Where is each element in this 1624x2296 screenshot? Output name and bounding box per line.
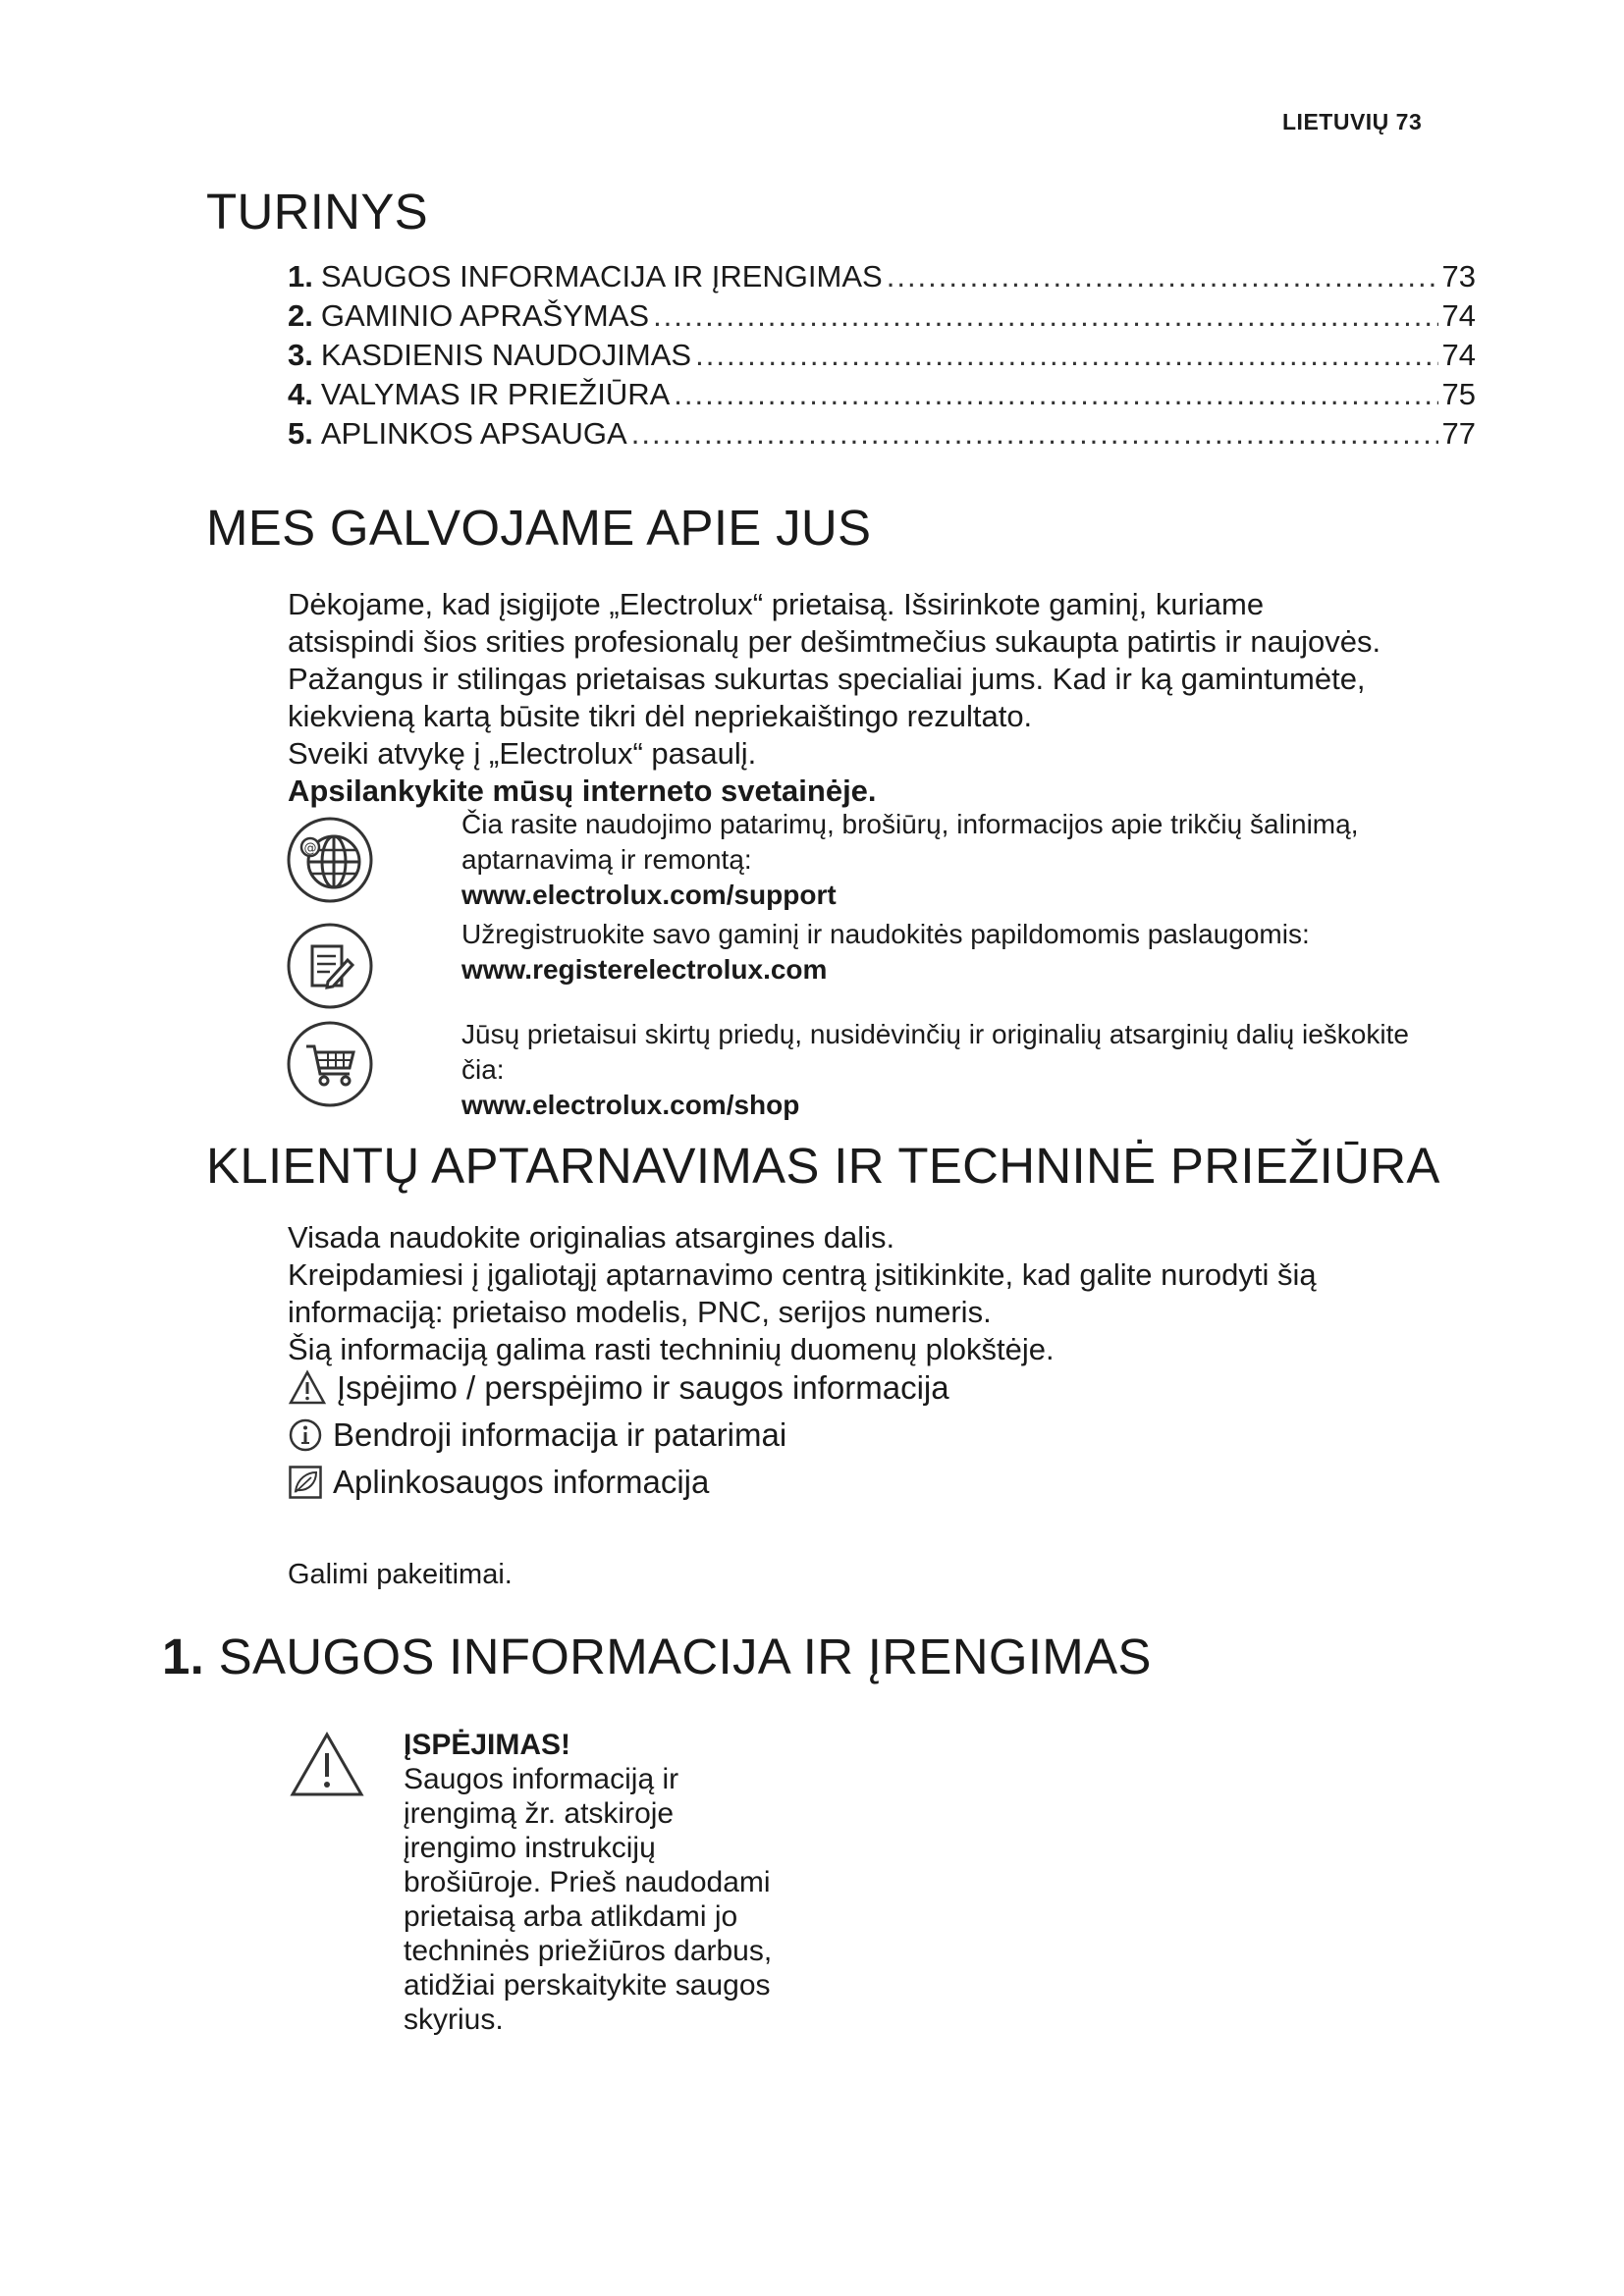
toc-item-label: APLINKOS APSAUGA bbox=[320, 416, 627, 451]
about-line: kiekvieną kartą būsite tikri dėl nepriekaištingo rezultato. bbox=[288, 699, 1033, 733]
info-icon bbox=[288, 1417, 323, 1453]
warning-line: įrengimo instrukcijų bbox=[404, 1832, 656, 1864]
about-line: Sveiki atvykę į „Electrolux“ pasaulį. bbox=[288, 736, 757, 771]
warning-line: prietaisą arba atlikdami jo bbox=[404, 1900, 738, 1933]
register-url-link[interactable]: www.registerelectrolux.com bbox=[461, 954, 828, 985]
warning-line: Saugos informaciją ir bbox=[404, 1763, 679, 1795]
warning-icon bbox=[288, 1369, 327, 1407]
toc-leader-dots bbox=[695, 336, 1437, 375]
toc-item[interactable] bbox=[288, 336, 1476, 375]
visit-website-text: Apsilankykite mūsų interneto svetainėje. bbox=[288, 774, 877, 808]
shop-description: Jūsų prietaisui skirtų priedų, nusidėvinčių ir originalių atsarginių dalių ieškokite bbox=[461, 1019, 1409, 1049]
toc-item-number: 4. bbox=[288, 377, 313, 411]
warning-line: įrengimą žr. atskiroje bbox=[404, 1797, 675, 1830]
register-description: Užregistruokite savo gaminį ir naudokitės papildomomis paslaugomis: bbox=[461, 919, 1310, 949]
toc-leader-dots bbox=[674, 375, 1437, 414]
svg-text:@: @ bbox=[303, 841, 317, 856]
legend-warning-label: Įspėjimo / perspėjimo ir saugos informacija bbox=[337, 1369, 949, 1406]
toc-item[interactable] bbox=[288, 257, 1476, 296]
changes-text: Galimi pakeitimai. bbox=[288, 1559, 513, 1590]
legend-info-label: Bendroji informacija ir patarimai bbox=[333, 1416, 787, 1453]
toc-item-number: 1. bbox=[288, 259, 313, 294]
legend-environment-label: Aplinkosaugos informacija bbox=[333, 1464, 710, 1500]
toc-leader-dots bbox=[631, 414, 1438, 454]
toc-item-label: GAMINIO APRAŠYMAS bbox=[320, 298, 650, 333]
safety-title bbox=[162, 1628, 1152, 1685]
service-line: Šią informaciją galima rasti techninių duomenų plokštėje. bbox=[288, 1332, 1055, 1366]
shopping-cart-icon bbox=[285, 1019, 375, 1109]
warning-line: skyrius. bbox=[404, 2003, 504, 2036]
support-description-cont: aptarnavimą ir remontą: bbox=[461, 844, 752, 875]
toc-item-label: VALYMAS IR PRIEŽIŪRA bbox=[320, 377, 671, 411]
warning-title: ĮSPĖJIMAS! bbox=[404, 1729, 571, 1761]
toc-leader-dots bbox=[653, 296, 1437, 336]
changes-note bbox=[288, 1556, 513, 1593]
register-icon bbox=[285, 921, 375, 1011]
about-paragraph bbox=[288, 586, 1495, 810]
toc-item-number: 2. bbox=[288, 298, 313, 333]
safety-title-text: SAUGOS INFORMACIJA IR ĮRENGIMAS bbox=[218, 1629, 1152, 1684]
service-paragraph bbox=[288, 1219, 1495, 1368]
toc-item-number: 3. bbox=[288, 338, 313, 372]
service-title: KLIENTŲ APTARNAVIMAS IR TECHNINĖ PRIEŽIŪRA bbox=[206, 1138, 1440, 1194]
toc-title: TURINYS bbox=[206, 184, 428, 240]
support-url-link[interactable]: www.electrolux.com/support bbox=[461, 880, 837, 910]
about-title: MES GALVOJAME APIE JUS bbox=[206, 500, 872, 556]
about-line: atsispindi šios srities profesionalų per dešimtmečius sukaupta patirtis ir naujovės. bbox=[288, 624, 1381, 659]
safety-warning-text bbox=[404, 1728, 816, 2037]
support-link-block bbox=[461, 807, 1483, 913]
globe-icon bbox=[285, 815, 375, 905]
shop-url-link[interactable]: www.electrolux.com/shop bbox=[461, 1090, 800, 1120]
legend-environment bbox=[288, 1464, 709, 1501]
service-line: Kreipdamiesi į įgaliotąjį aptarnavimo centrą įsitikinkite, kad galite nurodyti šią bbox=[288, 1257, 1317, 1292]
about-line: Pažangus ir stilingas prietaisas sukurtas specialiai jums. Kad ir ką gamintumėte, bbox=[288, 662, 1366, 696]
register-link-block bbox=[461, 917, 1483, 988]
toc-item[interactable] bbox=[288, 414, 1476, 454]
warning-line: brošiūroje. Prieš naudodami bbox=[404, 1866, 771, 1898]
toc-item-page: 73 bbox=[1441, 259, 1476, 294]
environment-icon bbox=[288, 1465, 323, 1500]
toc-item[interactable] bbox=[288, 296, 1476, 336]
service-line: informaciją: prietaiso modelis, PNC, serijos numeris. bbox=[288, 1295, 992, 1329]
safety-warning-icon bbox=[288, 1730, 366, 1805]
page-header: LIETUVIŲ 73 bbox=[1282, 109, 1423, 134]
shop-description-cont: čia: bbox=[461, 1054, 505, 1085]
toc-item[interactable] bbox=[288, 375, 1476, 414]
safety-title-number: 1. bbox=[162, 1629, 205, 1684]
toc-item-page: 77 bbox=[1441, 416, 1476, 451]
legend-info bbox=[288, 1416, 786, 1454]
shop-link-block bbox=[461, 1017, 1483, 1123]
toc-item-label: SAUGOS INFORMACIJA IR ĮRENGIMAS bbox=[320, 259, 883, 294]
toc-item-page: 74 bbox=[1441, 338, 1476, 372]
warning-icon bbox=[288, 1730, 366, 1800]
toc-item-page: 75 bbox=[1441, 377, 1476, 411]
support-description: Čia rasite naudojimo patarimų, brošiūrų, informacijos apie trikčių šalinimą, bbox=[461, 809, 1359, 839]
warning-line: atidžiai perskaitykite saugos bbox=[404, 1969, 771, 2002]
service-line: Visada naudokite originalias atsargines dalis. bbox=[288, 1220, 895, 1255]
toc-item-label: KASDIENIS NAUDOJIMAS bbox=[320, 338, 692, 372]
about-line: Dėkojame, kad įsigijote „Electrolux“ prietaisą. Išsirinkote gaminį, kuriame bbox=[288, 587, 1265, 621]
toc-item-page: 74 bbox=[1441, 298, 1476, 333]
table-of-contents bbox=[288, 257, 1476, 454]
warning-line: techninės priežiūros darbus, bbox=[404, 1935, 773, 1967]
toc-leader-dots bbox=[887, 257, 1438, 296]
legend-warning bbox=[288, 1369, 949, 1407]
toc-item-number: 5. bbox=[288, 416, 313, 451]
